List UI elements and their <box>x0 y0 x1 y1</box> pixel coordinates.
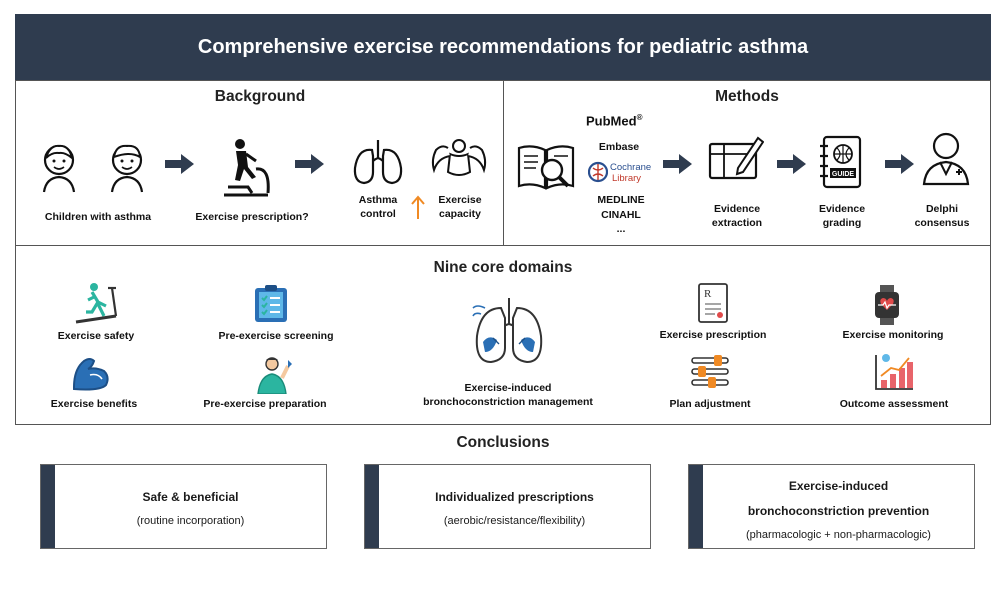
conclusion-subtitle: (pharmacologic + non-pharmacologic) <box>746 529 931 541</box>
arrow-right-icon <box>165 153 195 175</box>
outcome-assessment-label: Outcome assessment <box>839 398 949 410</box>
pubmed-text: PubMed <box>586 113 637 129</box>
exercise-safety-label: Exercise safety <box>57 330 135 342</box>
checklist-icon <box>253 284 289 324</box>
conclusion-subtitle: (aerobic/resistance/flexibility) <box>443 515 586 527</box>
prescription-label: Exercise prescription? <box>195 211 309 223</box>
pubmed-registered-mark: ® <box>636 113 643 122</box>
muscle-icon <box>428 138 490 184</box>
cochrane-line2: Library <box>612 173 642 184</box>
cochrane-icon <box>588 160 608 184</box>
pre-exercise-screening-label: Pre-exercise screening <box>218 330 334 342</box>
eib-management-label: Exercise-induced bronchoconstriction management <box>423 382 593 408</box>
smartwatch-icon <box>873 284 901 326</box>
literature-search-icon <box>516 142 576 192</box>
plan-adjustment-label: Plan adjustment <box>669 398 751 410</box>
exercise-monitoring-label: Exercise monitoring <box>842 329 944 341</box>
evidence-grading-label: Evidence grading <box>818 203 866 229</box>
exercise-benefits-label: Exercise benefits <box>50 398 138 410</box>
evidence-extraction-icon <box>706 134 764 182</box>
conclusion-subtitle: (routine incorporation) <box>136 515 245 527</box>
cinahl-label: CINAHL <box>601 209 641 221</box>
evidence-extraction-label: Evidence extraction <box>711 203 763 229</box>
pubmed-logo <box>586 113 642 128</box>
arrow-right-icon <box>885 153 915 175</box>
delphi-consensus-label: Delphi consensus <box>914 203 970 229</box>
treadmill-icon <box>72 282 120 326</box>
svg-text:R: R <box>704 288 712 300</box>
guide-text: GUIDE <box>831 171 855 178</box>
medline-label: MEDLINE <box>597 194 645 206</box>
embase-label: Embase <box>598 141 640 153</box>
conclusion-accent-bar <box>365 465 379 548</box>
conclusion-box-safe <box>40 464 327 549</box>
children-label: Children with asthma <box>44 211 152 223</box>
stepper-exercise-icon <box>218 137 274 199</box>
child-boy-icon <box>106 140 148 194</box>
conclusion-accent-bar <box>41 465 55 548</box>
child-girl-icon <box>38 140 80 194</box>
conclusion-box-prescriptions <box>364 464 651 549</box>
pre-exercise-preparation-label: Pre-exercise preparation <box>203 398 327 410</box>
conclusion-box-eib-prevention <box>688 464 975 549</box>
prescription-pad-icon <box>697 282 729 324</box>
background-heading: Background <box>214 88 306 105</box>
cochrane-line1: Cochrane <box>610 162 652 173</box>
ellipsis-label: ... <box>616 223 626 235</box>
arrow-up-icon <box>410 194 426 220</box>
arrow-right-icon <box>777 153 807 175</box>
guide-book-icon <box>818 134 864 190</box>
conclusions-heading: Conclusions <box>456 434 550 451</box>
conclusion-title-line1: Exercise-induced <box>788 479 889 493</box>
methods-heading: Methods <box>715 88 779 105</box>
domains-heading: Nine core domains <box>433 259 573 276</box>
sliders-icon <box>690 354 730 390</box>
arrow-right-icon <box>295 153 325 175</box>
doctor-icon <box>920 130 972 186</box>
bronchi-lungs-icon <box>471 294 547 366</box>
conclusion-title-line2: bronchoconstriction prevention <box>747 504 930 518</box>
page-title: Comprehensive exercise recommendations for pediatric asthma <box>15 14 991 80</box>
conclusion-title: Individualized prescriptions <box>435 490 594 504</box>
conclusion-accent-bar <box>689 465 703 548</box>
lungs-icon <box>352 138 404 186</box>
asthma-control-label: Asthma control <box>358 194 398 220</box>
exercise-prescription-label: Exercise prescription <box>659 329 767 341</box>
exercise-capacity-label: Exercise capacity <box>438 194 482 220</box>
bicep-icon <box>70 355 112 391</box>
cochrane-logo <box>588 160 656 186</box>
arrow-right-icon <box>663 153 693 175</box>
stretching-person-icon <box>252 354 294 394</box>
growth-chart-icon <box>873 352 915 392</box>
conclusion-title: Safe & beneficial <box>142 490 239 504</box>
